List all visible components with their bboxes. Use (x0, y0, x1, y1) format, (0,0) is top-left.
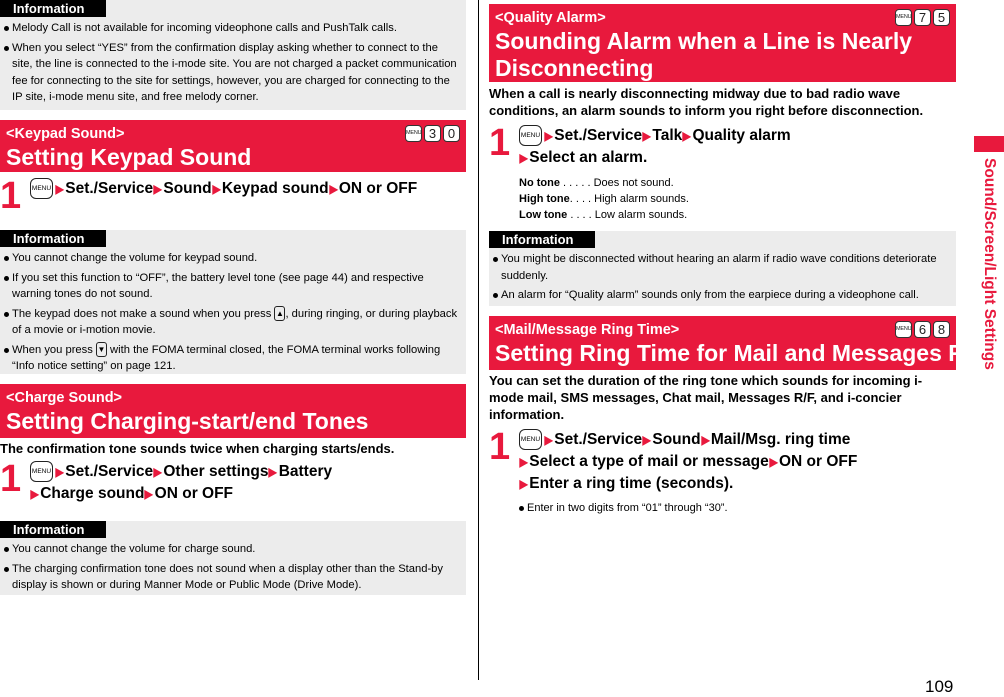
info-item: When you select “YES” from the confirmation display asking whether to connect to the site, the line is connected to the i-mode site. You are not charged a packet communication fee for connecting to the site for settings, however, you are charged for connecting to the IP site, i-mode menu site, and free melody corner. (4, 40, 460, 106)
info-item: Melody Call is not available for incoming videophone calls and PushTalk calls. (4, 20, 460, 37)
path-item: Mail/Msg. ring time (710, 431, 851, 448)
step-keypad-sound (0, 175, 466, 230)
menu-path-line (519, 125, 956, 147)
option-row: No tone . . . . . Does not sound. (519, 177, 674, 189)
section-subtitle: <Mail/Message Ring Time> (495, 322, 680, 338)
digit-key-icon: 5 (933, 9, 950, 26)
info-item: When you press ▼ with the FOMA terminal closed, the FOMA terminal works following “Info notice setting” on page 121. (4, 342, 460, 375)
info-item: If you set this function to “OFF”, the battery level tone (see page 44) and respective warning tones do not sound. (4, 270, 460, 303)
menu-path-line (519, 429, 956, 451)
step-charge-sound (0, 458, 466, 521)
section-title: Sounding Alarm when a Line is Nearly Disconnecting (495, 28, 913, 81)
info-tag: Information (0, 0, 106, 17)
section-title: Setting Charging-start/end Tones (6, 408, 369, 434)
arrow-icon: ▶ (642, 129, 651, 143)
shortcut-keys (895, 9, 950, 26)
menu-key-icon: MENU (895, 321, 912, 338)
path-item: Set./Service (65, 463, 154, 480)
path-item: Enter a ring time (seconds). (529, 475, 734, 492)
path-item: Set./Service (554, 127, 643, 144)
info-box-quality (489, 231, 956, 306)
info-item: An alarm for “Quality alarm” sounds only from the earpiece during a videophone call. (493, 287, 950, 304)
side-tab-label: Sound/Screen/Light Settings (981, 158, 998, 370)
arrow-icon: ▶ (682, 129, 692, 143)
menu-path-line (30, 483, 466, 505)
path-item: Set./Service (65, 180, 154, 197)
arrow-icon: ▶ (519, 151, 528, 165)
section-header-keypad-sound (0, 120, 466, 172)
info-tag: Information (0, 521, 106, 538)
digit-key-icon: 3 (424, 125, 441, 142)
path-item: Sound (163, 180, 212, 197)
section-lead: When a call is nearly disconnecting midway due to bad radio wave conditions, an alarm sounds to inform you right before disconnection. (489, 86, 924, 118)
section-header-quality-alarm (489, 4, 956, 82)
path-item: ON or OFF (338, 180, 418, 197)
page-number: 109 (925, 677, 954, 696)
digit-key-icon: 0 (443, 125, 460, 142)
menu-path-line (519, 451, 956, 473)
section-header-charge-sound (0, 384, 466, 438)
section-title: Setting Keypad Sound (6, 144, 252, 170)
path-item: Other settings (163, 463, 269, 480)
step-note: Enter in two digits from “01” through “30”. (519, 501, 956, 516)
path-item: ON or OFF (154, 485, 234, 502)
step-number: 1 (0, 175, 22, 217)
section-subtitle: <Keypad Sound> (6, 126, 125, 142)
option-row: Low tone . . . . Low alarm sounds. (519, 209, 688, 221)
path-item: Talk (652, 127, 683, 144)
info-item: You cannot change the volume for keypad sound. (4, 250, 460, 267)
path-item: Set./Service (554, 431, 643, 448)
arrow-icon: ▶ (544, 433, 553, 447)
digit-key-icon: 7 (914, 9, 931, 26)
path-item: Quality alarm (692, 127, 791, 144)
info-tag: Information (0, 230, 106, 247)
info-item: You might be disconnected without hearing an alarm if radio wave conditions deteriorate suddenly. (493, 251, 950, 284)
arrow-icon: ▶ (642, 433, 651, 447)
path-item: Battery (278, 463, 333, 480)
menu-key-icon: MENU (519, 429, 542, 450)
path-item: Select a type of mail or message (529, 453, 769, 470)
digit-key-icon: 8 (933, 321, 950, 338)
menu-key-icon: MENU (30, 461, 53, 482)
step-number: 1 (489, 426, 511, 468)
menu-key-icon: MENU (405, 125, 422, 142)
up-key-icon: ▲ (274, 306, 285, 321)
option-row: High tone. . . . High alarm sounds. (519, 193, 689, 205)
arrow-icon: ▶ (701, 433, 710, 447)
arrow-icon: ▶ (544, 129, 553, 143)
step-number: 1 (489, 122, 511, 164)
menu-key-icon: MENU (895, 9, 912, 26)
info-box-melody (0, 0, 466, 110)
section-subtitle: <Quality Alarm> (495, 10, 606, 26)
info-item: You cannot change the volume for charge sound. (4, 541, 460, 558)
digit-key-icon: 6 (914, 321, 931, 338)
section-title: Setting Ring Time for Mail and Messages R/F (495, 340, 986, 366)
arrow-icon: ▶ (519, 455, 528, 469)
info-item: The charging confirmation tone does not sound when a display other than the Stand-by display is shown or during Manner Mode or Public Mode (Drive Mode). (4, 561, 460, 594)
arrow-icon: ▶ (329, 182, 338, 196)
down-key-icon: ▼ (96, 342, 107, 357)
arrow-icon: ▶ (212, 182, 221, 196)
arrow-icon: ▶ (55, 465, 64, 479)
info-box-charge (0, 521, 466, 595)
info-tag: Information (489, 231, 595, 248)
arrow-icon: ▶ (30, 487, 39, 501)
menu-path (30, 178, 466, 200)
menu-path-line (519, 473, 956, 495)
side-tab-marker (974, 136, 1004, 152)
menu-key-icon: MENU (519, 125, 542, 146)
menu-key-icon: MENU (30, 178, 53, 199)
arrow-icon: ▶ (153, 465, 162, 479)
path-item: Select an alarm. (529, 149, 648, 166)
shortcut-keys (405, 125, 460, 142)
path-item: Charge sound (40, 485, 145, 502)
arrow-icon: ▶ (519, 477, 528, 491)
section-header-mail-ring-time (489, 316, 986, 370)
info-box-keypad (0, 230, 466, 374)
right-column (489, 4, 986, 516)
column-divider (478, 0, 479, 680)
info-item: The keypad does not make a sound when you press ▲ , during ringing, or during playback of a movie or i-motion movie. (4, 306, 460, 339)
path-item: Keypad sound (221, 180, 329, 197)
menu-path-line (519, 147, 956, 169)
step-number: 1 (0, 458, 22, 500)
arrow-icon: ▶ (144, 487, 154, 501)
arrow-icon: ▶ (153, 182, 162, 196)
step-quality-alarm (489, 122, 956, 169)
arrow-icon: ▶ (769, 455, 778, 469)
path-item: ON or OFF (778, 453, 858, 470)
alarm-options (519, 175, 956, 231)
left-column (0, 0, 466, 595)
section-lead: You can set the duration of the ring tone which sounds for incoming i-mode mail, SMS messages, Chat mail, Messages R/F, and i-concier information. (489, 373, 923, 422)
arrow-icon: ▶ (55, 182, 64, 196)
section-lead: The confirmation tone sounds twice when charging starts/ends. (0, 441, 395, 456)
menu-path-line (30, 461, 466, 483)
arrow-icon: ▶ (268, 465, 278, 479)
section-subtitle: <Charge Sound> (6, 390, 123, 406)
step-mail-ring-time (489, 426, 956, 495)
path-item: Sound (652, 431, 701, 448)
shortcut-keys (895, 321, 950, 338)
